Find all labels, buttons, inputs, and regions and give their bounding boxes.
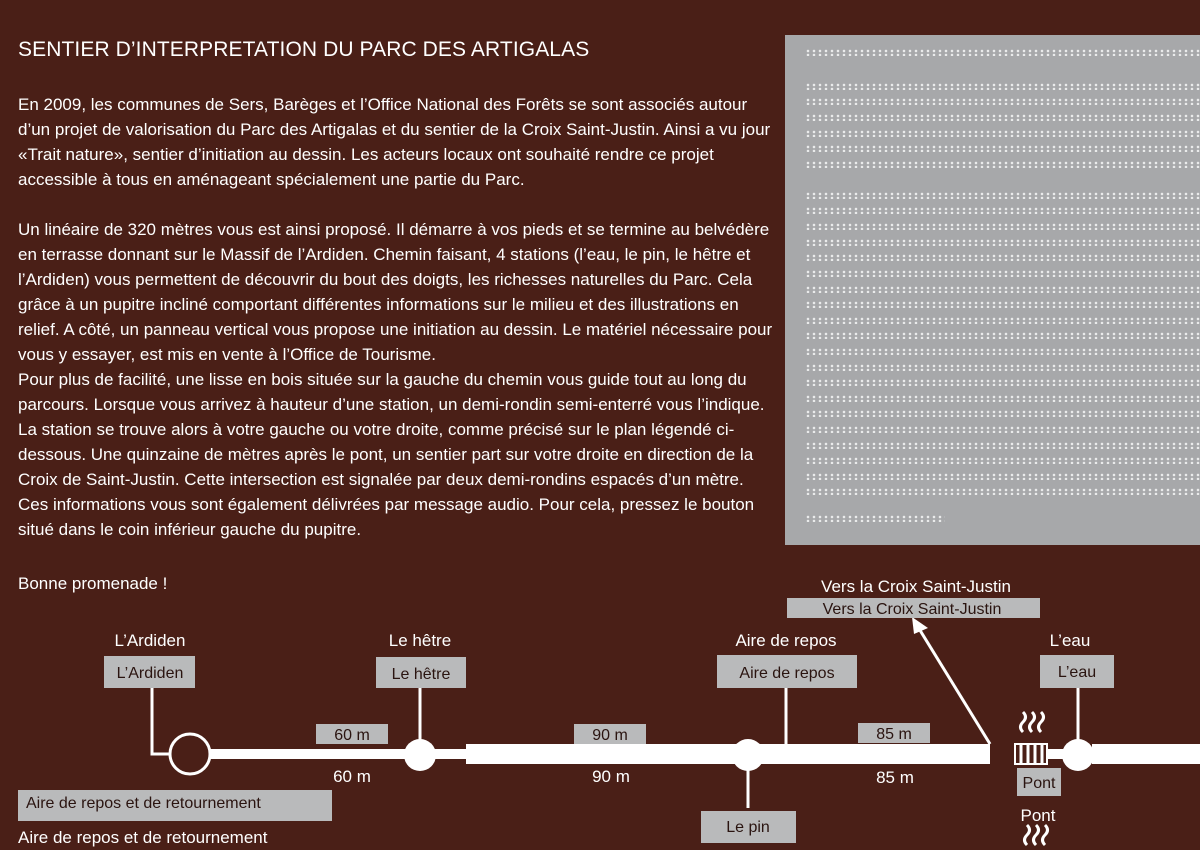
box-eau <box>1040 655 1114 688</box>
svg-text:Le hêtre: Le hêtre <box>391 666 451 683</box>
braille-line <box>805 161 1200 168</box>
intro-text <box>18 92 778 542</box>
braille-line <box>805 379 1200 386</box>
path-segment <box>466 744 990 764</box>
label-repos: Aire de repos <box>735 631 837 650</box>
box-dist-2 <box>574 724 646 744</box>
svg-text:60 m: 60 m <box>334 727 370 744</box>
braille-line <box>805 83 1200 90</box>
label-eau: L’eau <box>1049 631 1091 650</box>
station-node-eau <box>1062 739 1094 771</box>
braille-line <box>805 457 1200 464</box>
braille-line <box>805 442 1200 449</box>
path-segment <box>1092 744 1200 764</box>
station-node-pin <box>732 739 764 771</box>
braille-line <box>805 317 1200 324</box>
braille-line <box>805 488 1200 495</box>
box-dist-3 <box>858 723 930 743</box>
paragraph-1: En 2009, les communes de Sers, Barèges et l’Office National des Forêts se sont associés autour d’un projet de valorisation du Parc des Artigalas et du sentier de la Croix Saint-Justin. Ainsi a vu jour «Trait nature», sentier d’initiation au dessin. Les acteurs locaux ont souhaité rendre ce projet accessible à tous en aménageant spécialement une partie du Parc. <box>18 95 771 189</box>
box-hetre <box>376 657 466 688</box>
braille-line <box>805 395 1200 402</box>
box-retournement <box>18 790 332 821</box>
bridge-icon <box>1015 744 1047 764</box>
svg-text:Vers la Croix Saint-Justin: Vers la Croix Saint-Justin <box>822 601 1002 618</box>
braille-line <box>805 239 1200 246</box>
path-segment <box>210 749 410 759</box>
page-title: SENTIER D’INTERPRETATION DU PARC DES ARTIGALAS <box>18 38 590 61</box>
braille-line <box>805 332 1200 339</box>
braille-line <box>805 145 1200 152</box>
box-croix <box>787 598 1040 618</box>
braille-line <box>805 301 1200 308</box>
label-ardiden: L’Ardiden <box>114 631 186 650</box>
svg-text:Aire de repos: Aire de repos <box>739 665 835 682</box>
svg-text:Le pin: Le pin <box>726 819 770 836</box>
braille-line <box>805 286 1200 293</box>
svg-text:Aire de repos et de retourneme: Aire de repos et de retournement <box>26 795 261 812</box>
box-dist-1 <box>316 724 388 744</box>
label-hetre: Le hêtre <box>388 631 452 650</box>
box-repos <box>717 655 857 688</box>
braille-line <box>805 426 1200 433</box>
box-pin <box>701 811 796 843</box>
braille-line <box>805 348 1200 355</box>
braille-line <box>805 270 1200 277</box>
trail-map <box>0 560 1200 850</box>
braille-line <box>805 192 1200 199</box>
paragraph-2: Un linéaire de 320 mètres vous est ainsi proposé. Il démarre à vos pieds et se termine au belvédère en terrasse donnant sur le Massif de l’Ardiden. Chemin faisant, 4 stations (l’eau, le pin, le hêtre et l’Ardiden) vous permettent de découvrir du bout des doigts, les richesses naturelles du Parc. Cela grâce à un pupitre incliné comportant différentes informations sur le milieu et des illustrations en relief. A côté, un panneau vertical vous propose une initiation au dessin. Le matériel nécessaire pour vous y essayer, est mis en vente à l’Office de Tourisme. <box>18 220 773 364</box>
label-dist-2: 90 m <box>592 767 630 786</box>
braille-line <box>805 254 1200 261</box>
station-node-hetre <box>404 739 436 771</box>
paragraph-3: Pour plus de facilité, une lisse en bois située sur la gauche du chemin vous guide tout au long du parcours. Lorsque vous arrivez à hauteur d’une station, un demi-rondin semi-enterré vous l’indique. La station se trouve alors à votre gauche ou votre droite, comme précisé sur le plan légendé ci-dessous. Une quinzaine de mètres après le pont, un sentier part sur votre droite en direction de la Croix de Saint-Justin. Cette intersection est signalée par deux demi-rondins espacés d’un mètre. Ces informations vous sont également délivrées par message audio. Pour cela, pressez le bouton situé dans le coin inférieur gauche du pupitre. <box>18 370 765 539</box>
turnaround-circle <box>170 734 210 774</box>
ardiden-connector <box>152 688 170 754</box>
braille-line <box>805 114 1200 121</box>
braille-line <box>805 130 1200 137</box>
box-ardiden <box>104 656 195 688</box>
label-pont: Pont <box>1020 806 1056 825</box>
svg-text:L’eau: L’eau <box>1057 664 1097 681</box>
braille-line <box>805 515 945 522</box>
label-dist-3: 85 m <box>876 768 914 787</box>
label-dist-1: 60 m <box>333 767 371 786</box>
box-pont <box>1017 768 1061 796</box>
svg-text:Pont: Pont <box>1022 775 1056 792</box>
braille-line <box>805 473 1200 480</box>
braille-line <box>805 49 1200 56</box>
svg-text:L’Ardiden: L’Ardiden <box>116 665 184 682</box>
braille-line <box>805 410 1200 417</box>
braille-line <box>805 223 1200 230</box>
svg-text:90 m: 90 m <box>592 727 628 744</box>
braille-panel <box>785 35 1200 545</box>
braille-line <box>805 207 1200 214</box>
label-croix: Vers la Croix Saint-Justin <box>821 577 1011 596</box>
label-retournement: Aire de repos et de retournement <box>18 828 268 847</box>
svg-text:85 m: 85 m <box>876 726 912 743</box>
closing-text: Bonne promenade ! <box>18 574 168 593</box>
braille-line <box>805 364 1200 371</box>
braille-line <box>805 98 1200 105</box>
